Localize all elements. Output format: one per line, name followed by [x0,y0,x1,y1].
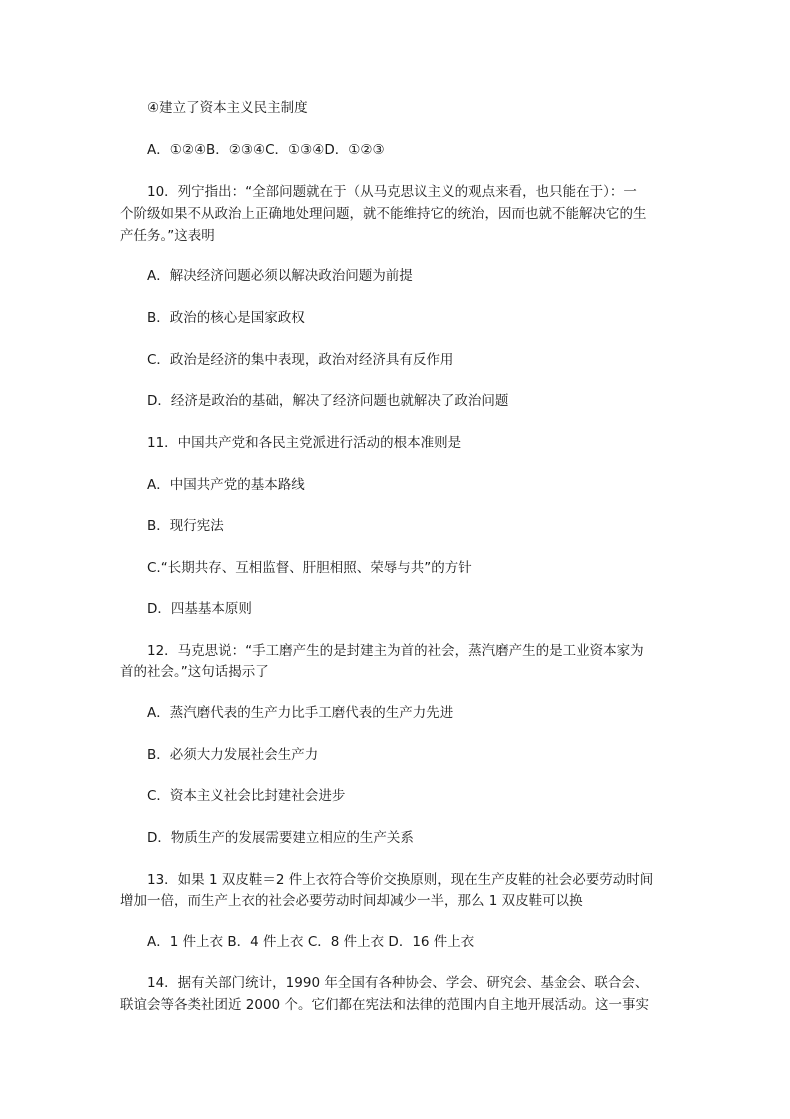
question-10-text: 10．列宁指出：“全部问题就在于（从马克思议主义的观点来看，也只能在于）：一 [147,184,637,200]
question-12-option-c: C．资本主义社会比封建社会进步 [147,788,346,804]
question-12-text: 首的社会。”这句话揭示了 [120,664,269,680]
answer-options: A．①②④B．②③④C．①③④D．①②③ [147,142,385,158]
question-11-text: 11．中国共产党和各民主党派进行活动的根本准则是 [147,435,462,451]
question-10-option-c: C．政治是经济的集中表现，政治对经济具有反作用 [147,352,454,368]
option-item: ④建立了资本主义民主制度 [147,100,308,116]
question-10-option-d: D．经济是政治的基础，解决了经济问题也就解决了政治问题 [147,393,509,409]
question-10-text: 个阶级如果不从政治上正确地处理问题，就不能维持它的统治，因而也就不能解决它的生 [120,206,647,222]
question-10-option-a: A．解决经济问题必须以解决政治问题为前提 [147,268,413,284]
question-13-text: 增加一倍，而生产上衣的社会必要劳动时间却减少一半，那么 1 双皮鞋可以换 [120,893,583,909]
question-10-text: 产任务。”这表明 [120,228,215,244]
question-13-options: A．1 件上衣 B．4 件上衣 C．8 件上衣 D．16 件上衣 [147,934,475,950]
question-14-text: 联谊会等各类社团近 2000 个。它们都在宪法和法律的范围内自主地开展活动。这一事实 [120,997,649,1013]
question-11-option-d: D．四基基本原则 [147,601,252,617]
question-12-option-b: B．必须大力发展社会生产力 [147,747,319,763]
question-12-text: 12．马克思说：“手工磨产生的是封建主为首的社会，蒸汽磨产生的是工业资本家为 [147,643,644,659]
question-11-option-b: B．现行宪法 [147,518,224,534]
question-11-option-a: A．中国共产党的基本路线 [147,477,305,493]
question-12-option-a: A．蒸汽磨代表的生产力比手工磨代表的生产力先进 [147,705,454,721]
question-12-option-d: D．物质生产的发展需要建立相应的生产关系 [147,830,414,846]
question-10-option-b: B．政治的核心是国家政权 [147,310,305,326]
question-11-option-c: C.“长期共存、互相监督、肝胆相照、荣辱与共”的方针 [147,560,472,576]
question-13-text: 13．如果 1 双皮鞋＝2 件上衣符合等价交换原则，现在生产皮鞋的社会必要劳动时间 [147,872,654,888]
question-14-text: 14．据有关部门统计，1990 年全国有各种协会、学会、研究会、基金会、联合会、 [147,975,649,991]
